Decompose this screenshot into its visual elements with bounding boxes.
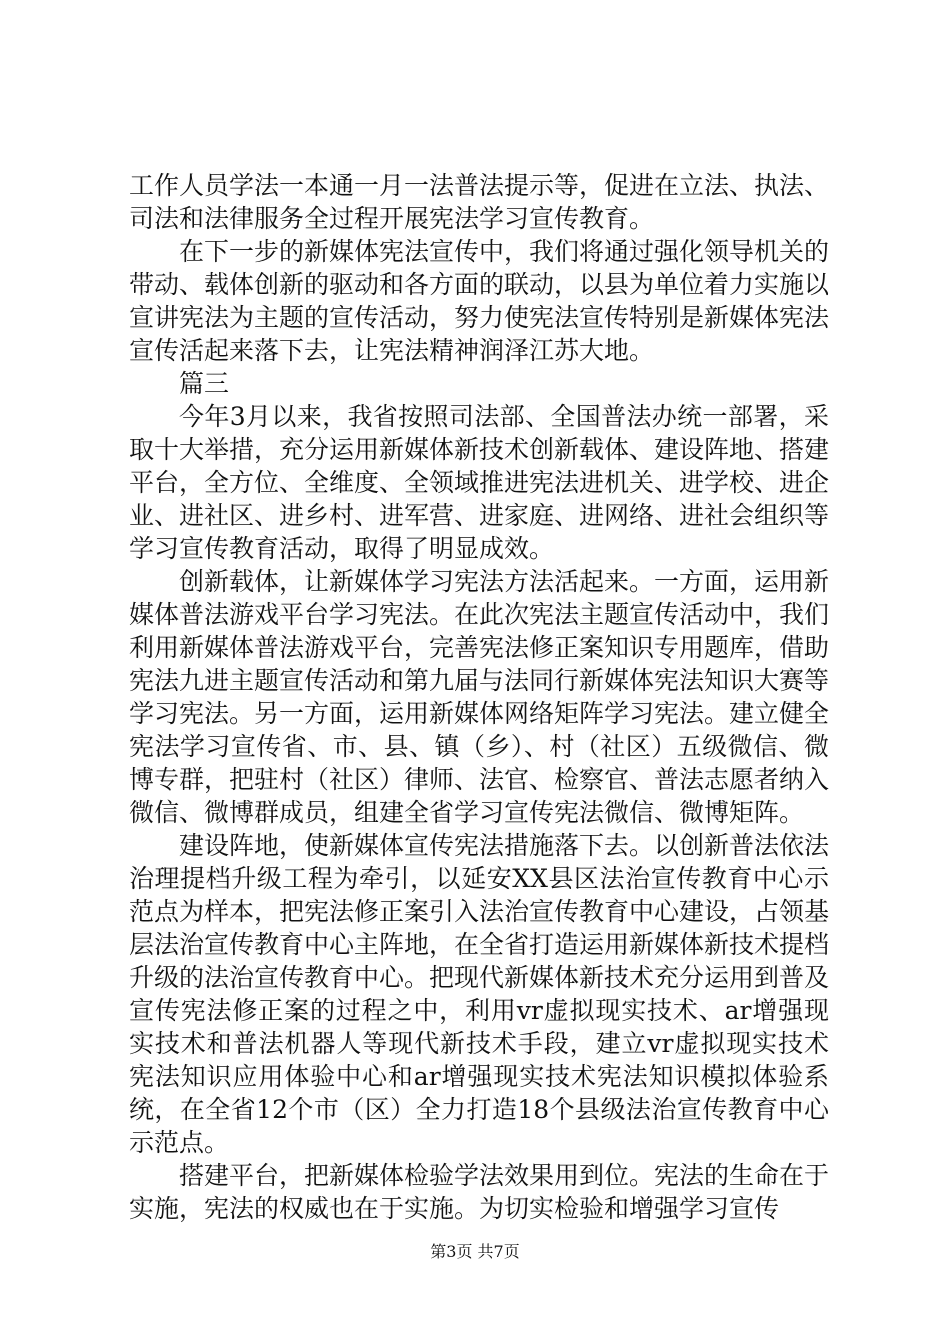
paragraph-3: 今年3月以来，我省按照司法部、全国普法办统一部署，采取十大举措，充分运用新媒体新技术创新载体、建设阵地、搭建平台，全方位、全维度、全领域推进宪法进机关、进学校、进企业、进社区、进乡村、进军营、进家庭、进网络、进社会组织等学习宣传教育活动，取得了明显成效。: [129, 402, 830, 563]
paragraph-1: 工作人员学法一本通一月一法普法提示等，促进在立法、执法、司法和法律服务全过程开展宪法学习宣传教育。: [129, 171, 830, 233]
document-body: [129, 169, 829, 1225]
paragraph-4: 创新载体，让新媒体学习宪法方法活起来。一方面，运用新媒体普法游戏平台学习宪法。在此次宪法主题宣传活动中，我们利用新媒体普法游戏平台，完善宪法修正案知识专用题库，借助宪法九进主题宣传活动和第九届与法同行新媒体宪法知识大赛等学习宪法。另一方面，运用新媒体网络矩阵学习宪法。建立健全宪法学习宣传省、市、县、镇（乡）、村（社区）五级微信、微博专群，把驻村（社区）律师、法官、检察官、普法志愿者纳入微信、微博群成员，组建全省学习宣传宪法微信、微博矩阵。: [129, 567, 830, 827]
section-heading: 篇三: [179, 369, 230, 398]
paragraph-2: 在下一步的新媒体宪法宣传中，我们将通过强化领导机关的带动、载体创新的驱动和各方面的联动，以县为单位着力实施以宣讲宪法为主题的宣传活动，努力使宪法宣传特别是新媒体宪法宣传活起来落下去，让宪法精神润泽江苏大地。: [129, 237, 830, 365]
page-number-footer: 第3页 共7页: [430, 1242, 520, 1261]
paragraph-6: 搭建平台，把新媒体检验学法效果用到位。宪法的生命在于实施，宪法的权威也在于实施。为切实检验和增强学习宣传: [129, 1161, 830, 1223]
paragraph-5: 建设阵地，使新媒体宣传宪法措施落下去。以创新普法依法治理提档升级工程为牵引，以延安XX县区法治宣传教育中心示范点为样本，把宪法修正案引入法治宣传教育中心建设，占领基层法治宣传教育中心主阵地，在全省打造运用新媒体新技术提档升级的法治宣传教育中心。把现代新媒体新技术充分运用到普及宣传宪法修正案的过程之中，利用vr虚拟现实技术、ar增强现实技术和普法机器人等现代新技术手段，建立vr虚拟现实技术宪法知识应用体验中心和ar增强现实技术宪法知识模拟体验系统，在全省12个市（区）全力打造18个县级法治宣传教育中心示范点。: [129, 831, 830, 1157]
